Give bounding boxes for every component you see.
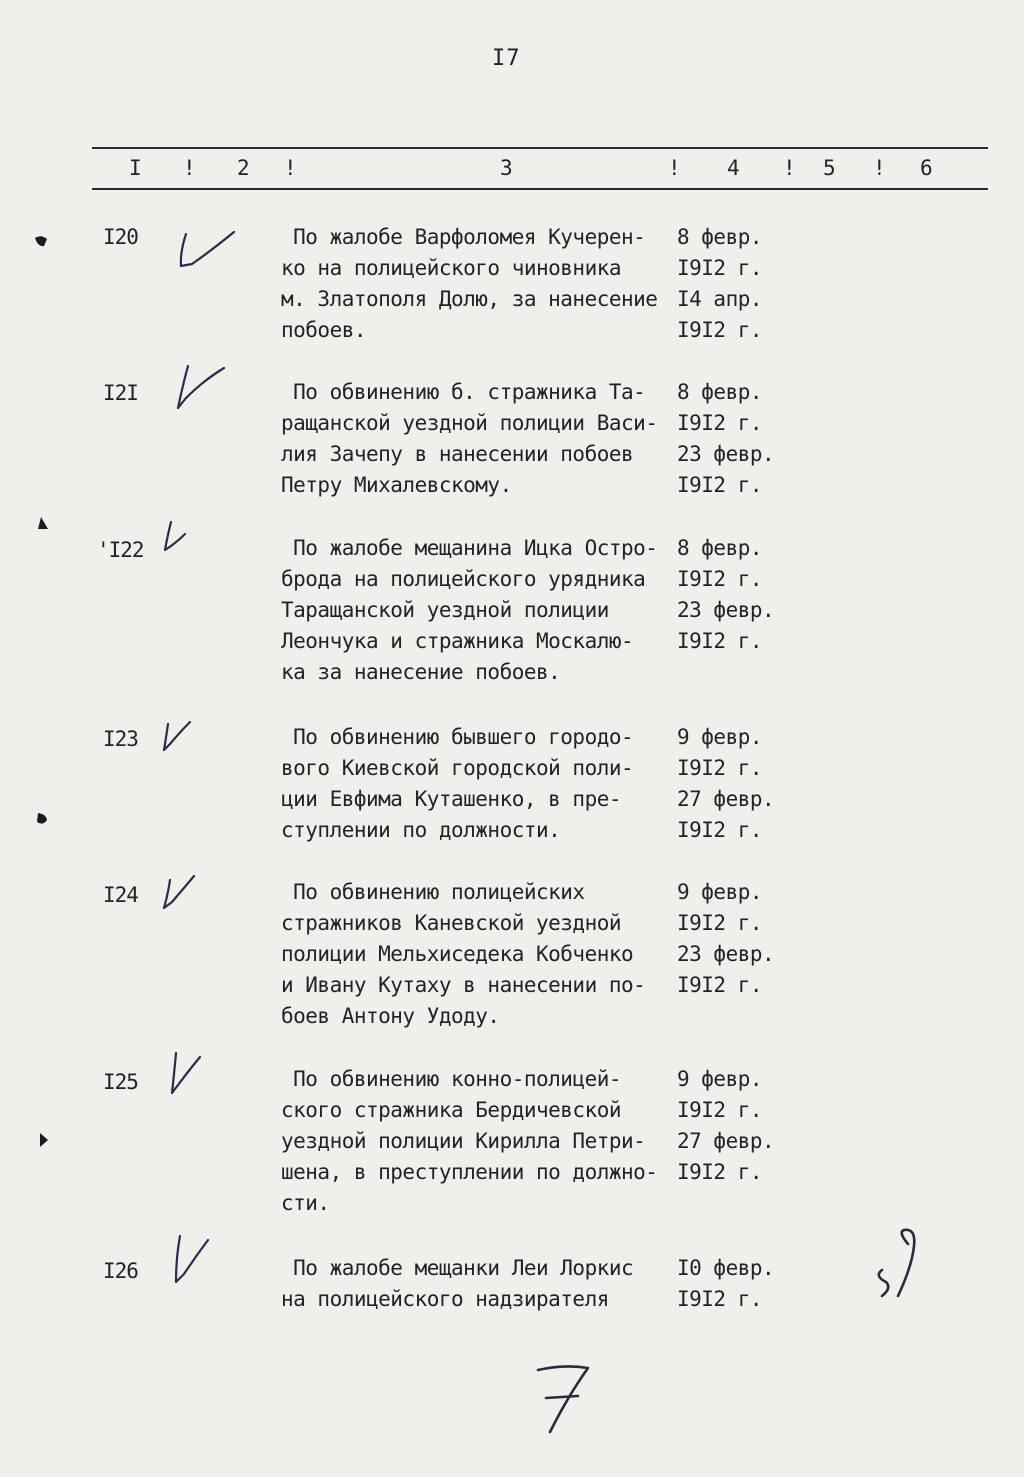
column-separator: !: [284, 156, 297, 180]
row-number: I20: [103, 225, 138, 249]
entry-date: 9 февр.: [677, 725, 763, 749]
row-number: I2I: [103, 381, 138, 405]
row-number: I26: [103, 1259, 138, 1283]
entry-description-line: на полицейского надзирателя: [281, 1287, 609, 1311]
entry-description-line: м. Златополя Долю, за нанесение: [281, 287, 658, 311]
column-separator: !: [783, 156, 796, 180]
handwritten-seven-mark: [528, 1356, 598, 1436]
entry-description-line: вого Киевской городской поли-: [281, 756, 634, 780]
entry-description-line: По обвинению бывшего городо-: [281, 725, 634, 749]
column-header-2: 2: [237, 156, 250, 180]
entry-date: 8 февр.: [677, 380, 763, 404]
entry-date: 23 февр.: [677, 942, 775, 966]
handwritten-check-mark: [160, 1045, 230, 1115]
entry-description-line: ка за нанесение побоев.: [281, 660, 561, 684]
entry-date: I9I2 г.: [677, 318, 763, 342]
entry-description-line: По обвинению полицейских: [281, 880, 585, 904]
entry-date: 9 февр.: [677, 880, 763, 904]
entry-date: I9I2 г.: [677, 1287, 763, 1311]
entry-date: 8 февр.: [677, 536, 763, 560]
entry-date: I9I2 г.: [677, 756, 763, 780]
entry-date: I9I2 г.: [677, 256, 763, 280]
entry-date: I9I2 г.: [677, 911, 763, 935]
row-number: 'I22: [97, 538, 144, 562]
entry-description-line: Леончука и стражника Москалю-: [281, 629, 634, 653]
entry-description-line: По жалобе мещанки Леи Лоркис: [281, 1256, 634, 1280]
entry-description-line: сти.: [281, 1191, 330, 1215]
column-header-3: 3: [500, 156, 513, 180]
handwritten-check-mark: [155, 512, 225, 582]
handwritten-check-mark: [164, 1228, 234, 1298]
entry-date: 23 февр.: [677, 598, 775, 622]
entry-description-line: Таращанской уездной полиции: [281, 598, 609, 622]
entry-description-line: побоев.: [281, 318, 367, 342]
entry-description-line: ского стражника Бердичевской: [281, 1098, 622, 1122]
entry-date: I9I2 г.: [677, 411, 763, 435]
entry-description-line: ции Евфима Куташенко, в пре-: [281, 787, 622, 811]
entry-description-line: шена, в преступлении по должно-: [281, 1160, 658, 1184]
column-separator: !: [183, 156, 196, 180]
column-header-5: 5: [823, 156, 836, 180]
entry-date: I9I2 г.: [677, 1160, 763, 1184]
handwritten-check-mark: [156, 868, 226, 938]
binder-hole-mark: [36, 1133, 50, 1147]
handwritten-check-mark: [156, 712, 226, 782]
entry-description-line: ращанской уездной полиции Васи-: [281, 411, 658, 435]
handwritten-check-mark: [168, 358, 238, 428]
row-number: I24: [103, 883, 138, 907]
handwritten-side-mark: [868, 1226, 928, 1306]
entry-description-line: боев Антону Удоду.: [281, 1004, 500, 1028]
table-header-rule: [92, 188, 988, 190]
binder-hole-mark: [35, 812, 49, 826]
entry-description-line: брода на полицейского урядника: [281, 567, 646, 591]
page-number: I7: [492, 46, 521, 71]
entry-date: I9I2 г.: [677, 473, 763, 497]
entry-description-line: лия Зачепу в нанесении побоев: [281, 442, 634, 466]
row-number: I23: [103, 727, 138, 751]
column-header-6: 6: [920, 156, 933, 180]
entry-date: I4 апр.: [677, 287, 763, 311]
entry-date: I9I2 г.: [677, 629, 763, 653]
entry-description-line: По жалобе мещанина Ицка Остро-: [281, 536, 658, 560]
entry-date: 8 февр.: [677, 225, 763, 249]
entry-date: 27 февр.: [677, 1129, 775, 1153]
entry-date: I9I2 г.: [677, 973, 763, 997]
column-separator: !: [873, 156, 886, 180]
entry-date: I0 февр.: [677, 1256, 775, 1280]
entry-description-line: Петру Михалевскому.: [281, 473, 512, 497]
entry-date: 23 февр.: [677, 442, 775, 466]
entry-description-line: По обвинению б. стражника Та-: [281, 380, 646, 404]
entry-description-line: ко на полицейского чиновника: [281, 256, 622, 280]
entry-description-line: уездной полиции Кирилла Петри-: [281, 1129, 646, 1153]
entry-date: I9I2 г.: [677, 567, 763, 591]
entry-date: 9 февр.: [677, 1067, 763, 1091]
column-header-4: 4: [727, 156, 740, 180]
binder-hole-mark: [34, 234, 48, 248]
handwritten-check-mark: [172, 222, 242, 292]
entry-description-line: ступлении по должности.: [281, 818, 561, 842]
entry-description-line: По жалобе Варфоломея Кучерен-: [281, 225, 646, 249]
column-header-1: I: [129, 156, 142, 180]
entry-date: I9I2 г.: [677, 1098, 763, 1122]
entry-date: I9I2 г.: [677, 818, 763, 842]
entry-description-line: По обвинению конно-полицей-: [281, 1067, 622, 1091]
table-top-rule: [92, 147, 988, 149]
entry-date: 27 февр.: [677, 787, 775, 811]
entry-description-line: полиции Мельхиседека Кобченко: [281, 942, 634, 966]
entry-description-line: и Ивану Кутаху в нанесении по-: [281, 973, 646, 997]
binder-hole-mark: [36, 517, 50, 531]
entry-description-line: стражников Каневской уездной: [281, 911, 622, 935]
column-separator: !: [668, 156, 681, 180]
row-number: I25: [103, 1070, 138, 1094]
